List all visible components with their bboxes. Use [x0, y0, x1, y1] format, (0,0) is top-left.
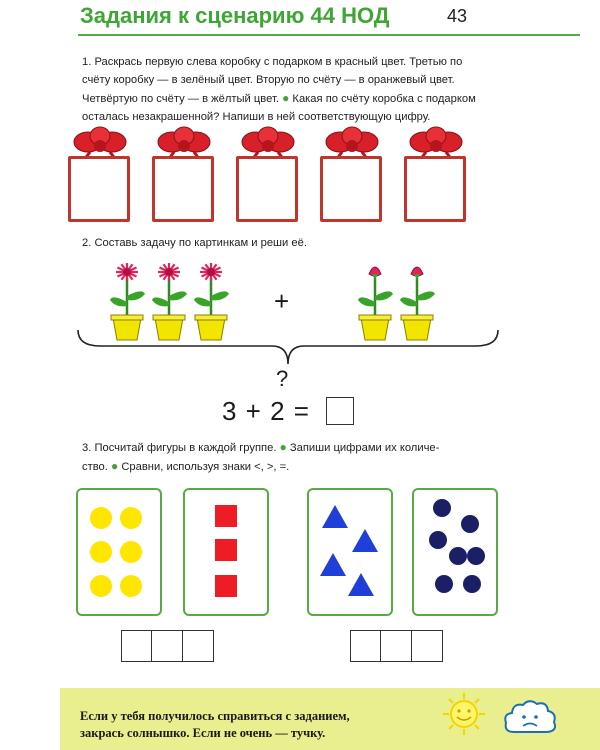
triangle-shape [352, 529, 378, 552]
circle-shape [463, 575, 481, 593]
gift-box-outline [404, 156, 466, 222]
card-red-squares [183, 488, 269, 616]
answer-row-right [351, 630, 443, 660]
circle-shape [120, 507, 142, 529]
gift-box[interactable] [404, 122, 468, 222]
square-shape [215, 539, 237, 561]
footer-line-1: Если у тебя получилось справиться с заданием, [80, 709, 350, 723]
question-mark: ? [276, 366, 289, 391]
equation: 3 + 2 = [222, 396, 310, 426]
card-yellow-circles [76, 488, 162, 616]
header-divider [78, 34, 580, 36]
task3-text [82, 438, 582, 476]
footer-line-2: закрась солнышко. Если не очень — тучку. [80, 726, 326, 740]
bullet-dot-icon: ● [282, 91, 290, 105]
circle-shape [433, 499, 451, 517]
bullet-dot-icon: ● [279, 440, 287, 454]
circle-shape [449, 547, 467, 565]
task1-line-2: счёту коробку — в зелёный цвет. Вторую по счёту — в оранжевый цвет. [82, 74, 455, 86]
card-navy-circles [412, 488, 498, 616]
plus-sign: + [274, 286, 290, 316]
task3-line-2b-text: Сравни, используя знаки <, >, =. [121, 461, 290, 473]
task1-text [82, 53, 582, 126]
task2-text: 2. Составь задачу по картинкам и реши её. [82, 237, 307, 249]
footer-text [80, 708, 410, 742]
task3-line-1 [82, 438, 582, 457]
task1-line-4: осталась незакрашенной? Напиши в ней соответствующую цифру. [82, 111, 431, 123]
gift-row [68, 122, 508, 230]
task1-line-3 [82, 89, 582, 108]
page-number: 43 [447, 6, 468, 26]
square-shape [215, 505, 237, 527]
gift-bow-icon [238, 124, 298, 160]
answer-cell[interactable] [182, 630, 214, 662]
gift-box-outline [236, 156, 298, 222]
answer-cell[interactable] [350, 630, 382, 662]
page-title: Задания к сценарию 44 НОД [80, 3, 390, 28]
gift-bow-icon [322, 124, 382, 160]
triangle-shape [322, 505, 348, 528]
answer-cell[interactable] [380, 630, 412, 662]
task3-line-1b-text: Запиши цифрами их количе- [289, 442, 440, 454]
footer-banner [60, 688, 600, 750]
task3-line-1-text: 3. Посчитай фигуры в каждой группе. [82, 442, 277, 454]
gift-box[interactable] [320, 122, 384, 222]
gift-box[interactable] [68, 122, 132, 222]
circle-shape [435, 575, 453, 593]
circle-shape [461, 515, 479, 533]
bullet-dot-icon: ● [110, 459, 119, 473]
cloud-icon[interactable] [502, 696, 558, 740]
circle-shape [120, 575, 142, 597]
card-blue-triangles [307, 488, 393, 616]
circle-shape [120, 541, 142, 563]
circle-shape [90, 541, 112, 563]
task1-line-3-text: Четвёртую по счёту — в жёлтый цвет. [82, 93, 279, 105]
answer-box[interactable] [326, 397, 354, 425]
answer-cell[interactable] [411, 630, 443, 662]
curly-brace [76, 328, 500, 368]
gift-box-outline [68, 156, 130, 222]
task3-line-2-text: ство. [82, 461, 108, 473]
sun-icon[interactable] [442, 692, 486, 736]
answer-cell[interactable] [151, 630, 183, 662]
task3-line-2 [82, 457, 582, 476]
task1-line-1: 1. Раскрась первую слева коробку с подарком в красный цвет. Третью по [82, 56, 463, 68]
gift-box[interactable] [152, 122, 216, 222]
answer-row-left [122, 630, 214, 660]
circle-shape [429, 531, 447, 549]
gift-box-outline [320, 156, 382, 222]
gift-box[interactable] [236, 122, 300, 222]
circle-shape [90, 575, 112, 597]
task1-line-3b-text: Какая по счёту коробка с подарком [292, 93, 476, 105]
gift-bow-icon [406, 124, 466, 160]
circle-shape [467, 547, 485, 565]
gift-bow-icon [154, 124, 214, 160]
circle-shape [90, 507, 112, 529]
triangle-shape [348, 573, 374, 596]
gift-box-outline [152, 156, 214, 222]
triangle-shape [320, 553, 346, 576]
gift-bow-icon [70, 124, 130, 160]
square-shape [215, 575, 237, 597]
answer-cell[interactable] [121, 630, 153, 662]
